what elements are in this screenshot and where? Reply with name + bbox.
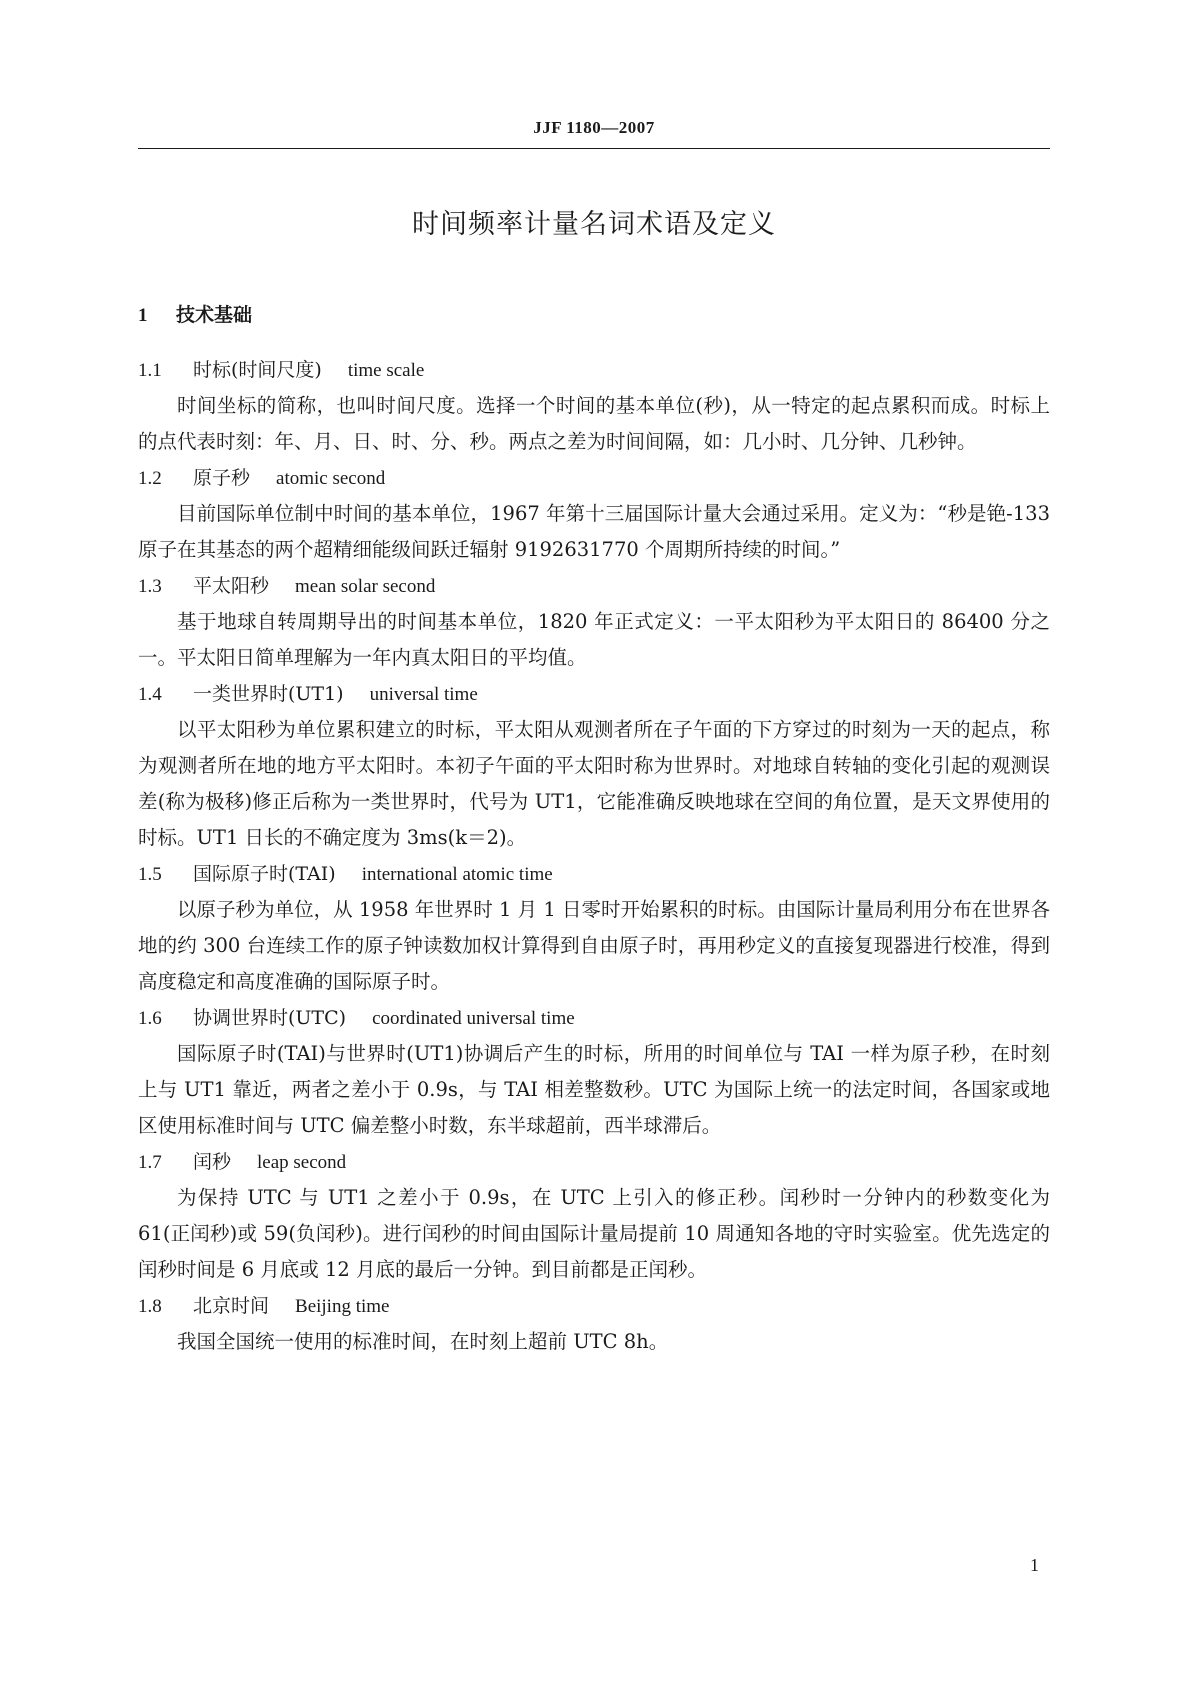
term-chinese: 时标(时间尺度) — [193, 359, 322, 381]
term-heading — [138, 460, 1050, 496]
terms-list — [138, 352, 1050, 1360]
term-english: leap second — [257, 1152, 347, 1173]
term-definition: 以原子秒为单位，从 1958 年世界时 1 月 1 日零时开始累积的时标。由国际计量局利用分布在世界各地的约 300 台连续工作的原子钟读数加权计算得到自由原子时，再用秒定义的直接复现器进行校准，得到高度稳定和高度准确的国际原子时。 — [138, 898, 1050, 993]
term-chinese: 国际原子时(TAI) — [193, 863, 336, 885]
document-code-header: JJF 1180—2007 — [533, 118, 655, 137]
term-number: 1.8 — [138, 1296, 162, 1317]
term-chinese: 原子秒 — [193, 467, 251, 489]
page-number: 1 — [1030, 1555, 1039, 1575]
term-definition: 以平太阳秒为单位累积建立的时标，平太阳从观测者所在子午面的下方穿过的时刻为一天的起点，称为观测者所在地的地方平太阳时。本初子午面的平太阳时称为世界时。对地球自转轴的变化引起的观测误差(称为极移)修正后称为一类世界时，代号为 UT1，它能准确反映地球在空间的角位置，是天文界使用的时标。UT1 日长的不确定度为 3ms(k＝2)。 — [138, 718, 1050, 849]
term-number: 1.4 — [138, 684, 162, 705]
term-number: 1.5 — [138, 864, 162, 885]
term-definition: 基于地球自转周期导出的时间基本单位，1820 年正式定义：一平太阳秒为平太阳日的 86400 分之一。平太阳日简单理解为一年内真太阳日的平均值。 — [138, 610, 1050, 669]
term-heading — [138, 1288, 1050, 1324]
term-english: Beijing time — [295, 1296, 390, 1317]
page-title: 时间频率计量名词术语及定义 — [412, 209, 776, 240]
term-heading — [138, 676, 1050, 712]
term-chinese: 协调世界时(UTC) — [193, 1007, 347, 1029]
term-heading — [138, 568, 1050, 604]
term-chinese: 平太阳秒 — [193, 575, 270, 597]
term-definition: 我国全国统一使用的标准时间，在时刻上超前 UTC 8h。 — [177, 1330, 669, 1353]
term-definition: 时间坐标的简称，也叫时间尺度。选择一个时间的基本单位(秒)，从一特定的起点累积而成。时标上的点代表时刻：年、月、日、时、分、秒。两点之差为时间间隔，如：几小时、几分钟、几秒钟。 — [138, 394, 1050, 453]
term-number: 1.7 — [138, 1152, 162, 1173]
term-english: international atomic time — [361, 864, 553, 885]
term-definition: 国际原子时(TAI)与世界时(UT1)协调后产生的时标，所用的时间单位与 TAI 一样为原子秒，在时刻上与 UT1 靠近，两者之差小于 0.9s，与 TAI 相差整数秒。UTC 为国际上统一的法定时间，各国家或地区使用标准时间与 UTC 偏差整小时数，东半球超前，西半球滞后。 — [138, 1042, 1050, 1137]
term-number: 1.6 — [138, 1008, 162, 1029]
section-number: 1 — [138, 305, 148, 326]
term-heading — [138, 1144, 1050, 1180]
term-number: 1.2 — [138, 468, 162, 489]
term-definition: 目前国际单位制中时间的基本单位，1967 年第十三届国际计量大会通过采用。定义为：“秒是铯-133 原子在其基态的两个超精细能级间跃迁辐射 9192631770 个周期所持续的时间。” — [138, 502, 1050, 561]
term-english: mean solar second — [295, 576, 436, 597]
term-english: time scale — [347, 360, 425, 381]
section-title: 技术基础 — [176, 304, 253, 326]
term-english: coordinated universal time — [372, 1008, 575, 1029]
term-english: atomic second — [276, 468, 386, 489]
term-number: 1.3 — [138, 576, 162, 597]
term-chinese: 一类世界时(UT1) — [193, 683, 344, 705]
term-chinese: 闰秒 — [193, 1151, 232, 1173]
term-english: universal time — [369, 684, 478, 705]
term-heading — [138, 352, 1050, 388]
header-divider — [138, 148, 1050, 149]
term-number: 1.1 — [138, 360, 162, 381]
section-heading — [138, 300, 252, 327]
term-chinese: 北京时间 — [193, 1295, 270, 1317]
term-definition: 为保持 UTC 与 UT1 之差小于 0.9s，在 UTC 上引入的修正秒。闰秒时一分钟内的秒数变化为 61(正闰秒)或 59(负闰秒)。进行闰秒的时间由国际计量局提前 10 周通知各地的守时实验室。优先选定的闰秒时间是 6 月底或 12 月底的最后一分钟。到目前都是正闰秒。 — [138, 1186, 1050, 1281]
term-heading — [138, 1000, 1050, 1036]
term-heading — [138, 856, 1050, 892]
